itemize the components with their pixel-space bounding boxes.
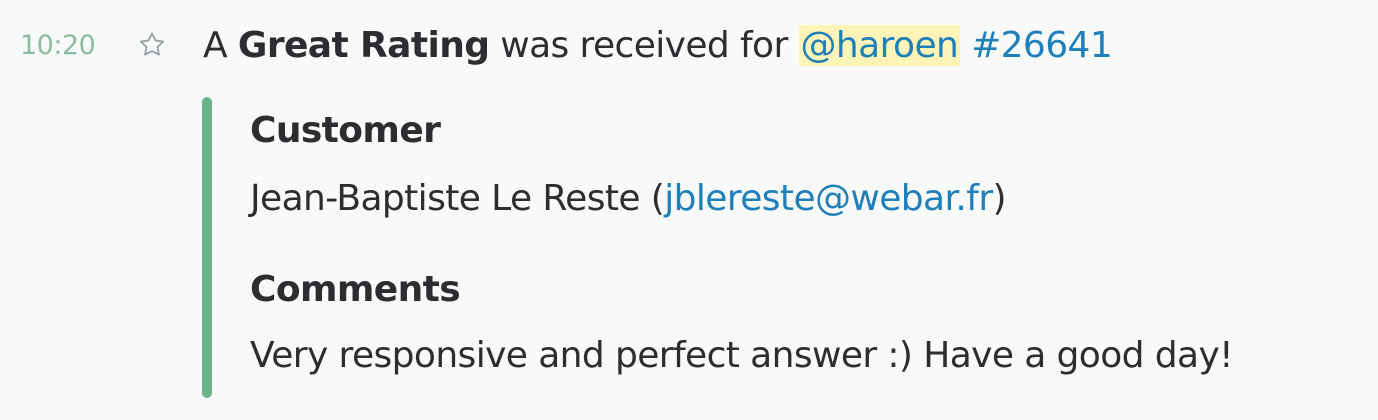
customer-email-link[interactable]: jblereste@webar.fr: [664, 178, 993, 219]
headline-rating-label: Great Rating: [237, 25, 490, 66]
message-timestamp[interactable]: 10:20: [20, 30, 96, 61]
headline-space: [960, 25, 971, 66]
ticket-link[interactable]: #26641: [971, 25, 1113, 66]
customer-field-title: Customer: [250, 110, 441, 151]
customer-name: Jean-Baptiste Le Reste: [250, 178, 640, 219]
comments-field-title: Comments: [250, 269, 461, 310]
message-headline: [203, 22, 1112, 70]
customer-field-value: [250, 176, 1006, 222]
comments-field-value: Very responsive and perfect answer :) Have a good day!: [250, 335, 1234, 376]
customer-open-paren: (: [639, 178, 665, 219]
attachment-color-bar: [202, 97, 212, 398]
headline-prefix: A: [203, 25, 238, 66]
star-icon[interactable]: [137, 30, 167, 60]
user-mention-link[interactable]: @haroen: [800, 25, 959, 66]
headline-middle-text: was received for: [489, 25, 799, 66]
customer-close-paren: ): [992, 178, 1006, 219]
